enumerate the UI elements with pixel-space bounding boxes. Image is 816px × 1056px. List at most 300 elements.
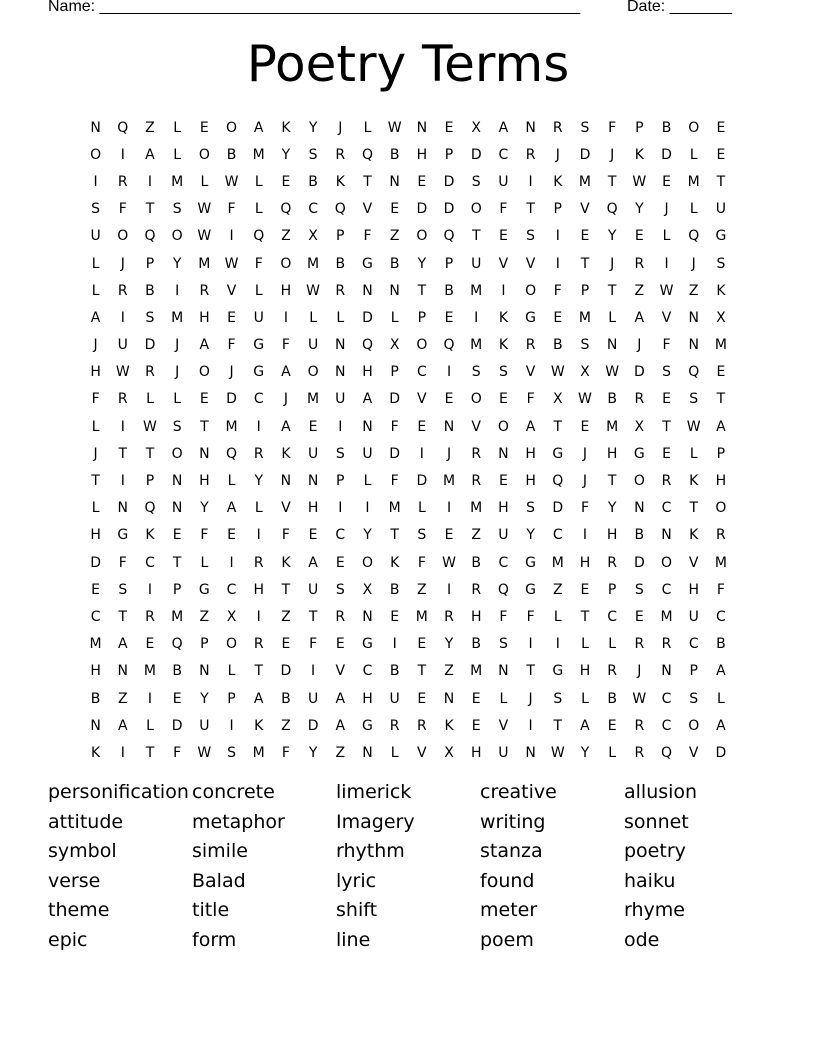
grid-letter[interactable]: N xyxy=(443,418,455,435)
grid-letter[interactable]: A xyxy=(281,364,291,381)
grid-letter[interactable]: W xyxy=(578,391,592,408)
grid-letter[interactable]: A xyxy=(253,690,264,707)
grid-letter[interactable]: F xyxy=(499,201,508,218)
grid-letter[interactable]: H xyxy=(579,663,591,680)
grid-letter[interactable]: L xyxy=(336,309,345,326)
grid-letter[interactable]: L xyxy=(608,636,617,653)
grid-letter[interactable]: T xyxy=(607,282,617,299)
grid-letter[interactable]: U xyxy=(471,255,482,272)
grid-letter[interactable]: R xyxy=(416,717,427,734)
grid-letter[interactable]: R xyxy=(661,473,672,490)
grid-letter[interactable]: G xyxy=(253,364,265,381)
grid-letter[interactable]: Z xyxy=(335,744,346,761)
grid-letter[interactable]: Y xyxy=(635,201,644,218)
grid-letter[interactable]: H xyxy=(199,309,210,326)
grid-letter[interactable]: D xyxy=(90,554,101,571)
grid-letter[interactable]: H xyxy=(199,473,210,490)
grid-letter[interactable]: R xyxy=(525,146,536,163)
grid-letter[interactable]: Z xyxy=(444,663,454,680)
grid-letter[interactable]: F xyxy=(608,119,617,136)
grid-letter[interactable]: R xyxy=(145,608,155,625)
grid-letter[interactable]: E xyxy=(227,309,236,326)
grid-letter[interactable]: C xyxy=(716,608,726,625)
grid-letter[interactable]: A xyxy=(117,636,128,653)
grid-letter[interactable]: P xyxy=(553,201,562,218)
grid-letter[interactable]: Z xyxy=(634,282,645,299)
grid-letter[interactable]: V xyxy=(362,201,373,218)
grid-letter[interactable]: R xyxy=(335,282,346,299)
grid-letter[interactable]: P xyxy=(689,663,698,680)
grid-letter[interactable]: I xyxy=(555,228,560,245)
grid-letter[interactable]: H xyxy=(688,581,699,598)
grid-letter[interactable]: I xyxy=(392,636,397,653)
grid-letter[interactable]: V xyxy=(281,500,291,517)
grid-letter[interactable]: I xyxy=(338,418,343,435)
grid-letter[interactable]: S xyxy=(526,500,536,517)
grid-letter[interactable]: W xyxy=(224,255,239,272)
grid-letter[interactable]: A xyxy=(716,663,726,680)
grid-letter[interactable]: T xyxy=(553,418,563,435)
grid-letter[interactable]: D xyxy=(552,500,564,517)
grid-letter[interactable]: I xyxy=(147,173,153,190)
grid-letter[interactable]: L xyxy=(227,663,236,680)
grid-letter[interactable]: D xyxy=(144,337,156,354)
grid-letter[interactable]: C xyxy=(552,527,563,544)
grid-letter[interactable]: O xyxy=(198,364,210,381)
grid-letter[interactable]: M xyxy=(171,309,184,326)
grid-letter[interactable]: J xyxy=(528,690,533,707)
grid-letter[interactable]: H xyxy=(470,744,482,761)
grid-letter[interactable]: X xyxy=(444,744,454,761)
grid-letter[interactable]: M xyxy=(714,554,727,571)
grid-letter[interactable]: I xyxy=(365,500,370,517)
grid-letter[interactable]: I xyxy=(582,527,588,544)
grid-letter[interactable]: F xyxy=(390,418,399,435)
grid-letter[interactable]: P xyxy=(145,473,155,490)
grid-letter[interactable]: M xyxy=(470,337,483,354)
grid-letter[interactable]: J xyxy=(637,337,642,354)
grid-letter[interactable]: N xyxy=(389,173,400,190)
grid-letter[interactable]: J xyxy=(93,337,98,354)
grid-letter[interactable]: S xyxy=(716,255,726,272)
grid-letter[interactable]: W xyxy=(306,282,321,299)
grid-letter[interactable]: Y xyxy=(526,527,535,544)
grid-letter[interactable]: E xyxy=(390,201,400,218)
grid-letter[interactable]: E xyxy=(417,690,427,707)
grid-letter[interactable]: Z xyxy=(281,228,291,245)
grid-letter[interactable]: N xyxy=(498,663,509,680)
grid-letter[interactable]: R xyxy=(716,527,726,544)
grid-letter[interactable]: J xyxy=(338,119,343,136)
grid-letter[interactable]: L xyxy=(146,717,154,734)
grid-letter[interactable]: Y xyxy=(308,744,318,761)
grid-letter[interactable]: V xyxy=(661,309,672,326)
grid-letter[interactable]: D xyxy=(171,717,183,734)
grid-letter[interactable]: K xyxy=(145,527,155,544)
grid-letter[interactable]: E xyxy=(634,608,644,625)
grid-letter[interactable]: G xyxy=(198,581,210,598)
grid-letter[interactable]: N xyxy=(307,473,319,490)
grid-letter[interactable]: W xyxy=(197,201,212,218)
grid-letter[interactable]: K xyxy=(281,445,291,462)
grid-letter[interactable]: M xyxy=(252,146,265,163)
grid-letter[interactable]: B xyxy=(552,337,563,354)
grid-letter[interactable]: Q xyxy=(497,581,509,598)
grid-letter[interactable]: E xyxy=(498,391,508,408)
grid-letter[interactable]: G xyxy=(525,554,537,571)
grid-letter[interactable]: I xyxy=(256,418,261,435)
grid-letter[interactable]: R xyxy=(117,391,128,408)
grid-letter[interactable]: M xyxy=(470,500,483,517)
grid-letter[interactable]: S xyxy=(498,364,508,381)
grid-letter[interactable]: Q xyxy=(361,146,373,163)
grid-letter[interactable]: M xyxy=(225,418,238,435)
grid-letter[interactable]: Q xyxy=(253,228,265,245)
grid-letter[interactable]: I xyxy=(311,663,316,680)
grid-letter[interactable]: U xyxy=(498,527,509,544)
grid-letter[interactable]: D xyxy=(443,173,455,190)
grid-letter[interactable]: N xyxy=(416,119,428,136)
grid-letter[interactable]: J xyxy=(283,391,288,408)
grid-letter[interactable]: Z xyxy=(389,228,400,245)
grid-letter[interactable]: V xyxy=(226,282,237,299)
grid-letter[interactable]: C xyxy=(308,201,318,218)
grid-letter[interactable]: N xyxy=(688,337,699,354)
grid-letter[interactable]: G xyxy=(362,717,373,734)
grid-letter[interactable]: C xyxy=(335,527,346,544)
grid-letter[interactable]: V xyxy=(580,201,590,218)
grid-letter[interactable]: R xyxy=(634,744,645,761)
grid-letter[interactable]: L xyxy=(254,173,263,190)
grid-letter[interactable]: D xyxy=(470,146,482,163)
grid-letter[interactable]: R xyxy=(634,391,645,408)
grid-letter[interactable]: T xyxy=(580,608,590,625)
grid-letter[interactable]: E xyxy=(308,418,318,435)
grid-letter[interactable]: H xyxy=(715,473,727,490)
grid-letter[interactable]: H xyxy=(579,554,591,571)
grid-letter[interactable]: E xyxy=(172,690,182,707)
grid-letter[interactable]: S xyxy=(118,581,128,598)
grid-letter[interactable]: R xyxy=(444,608,454,625)
grid-letter[interactable]: M xyxy=(388,500,401,517)
grid-letter[interactable]: G xyxy=(552,663,564,680)
grid-letter[interactable]: E xyxy=(417,636,427,653)
grid-letter[interactable]: V xyxy=(498,717,509,734)
grid-letter[interactable]: L xyxy=(200,173,209,190)
grid-letter[interactable]: F xyxy=(580,500,589,517)
grid-letter[interactable]: T xyxy=(689,500,698,517)
grid-letter[interactable]: E xyxy=(281,636,291,653)
grid-letter[interactable]: B xyxy=(90,690,101,707)
grid-letter[interactable]: F xyxy=(390,473,399,490)
grid-letter[interactable]: J xyxy=(555,146,560,163)
grid-letter[interactable]: K xyxy=(498,309,508,326)
grid-letter[interactable]: J xyxy=(610,255,615,272)
grid-letter[interactable]: S xyxy=(227,744,236,761)
grid-letter[interactable]: L xyxy=(254,500,263,517)
grid-letter[interactable]: L xyxy=(173,391,182,408)
grid-letter[interactable]: H xyxy=(307,500,319,517)
grid-letter[interactable]: W xyxy=(224,173,239,190)
grid-letter[interactable]: L xyxy=(254,201,263,218)
grid-letter[interactable]: K xyxy=(716,282,726,299)
grid-letter[interactable]: Z xyxy=(417,581,427,598)
grid-letter[interactable]: Y xyxy=(607,500,617,517)
grid-letter[interactable]: J xyxy=(691,255,696,272)
grid-letter[interactable]: B xyxy=(634,527,645,544)
grid-letter[interactable]: X xyxy=(362,581,373,598)
grid-letter[interactable]: N xyxy=(117,663,129,680)
grid-letter[interactable]: M xyxy=(660,608,673,625)
grid-letter[interactable]: F xyxy=(118,201,127,218)
grid-letter[interactable]: E xyxy=(335,636,345,653)
grid-letter[interactable]: Q xyxy=(226,445,238,462)
grid-letter[interactable]: H xyxy=(280,282,292,299)
grid-letter[interactable]: O xyxy=(198,146,210,163)
grid-letter[interactable]: Z xyxy=(281,608,291,625)
grid-letter[interactable]: E xyxy=(498,228,508,245)
grid-letter[interactable]: R xyxy=(525,337,536,354)
grid-letter[interactable]: E xyxy=(308,527,318,544)
grid-letter[interactable]: Z xyxy=(281,717,291,734)
grid-letter[interactable]: T xyxy=(254,663,263,680)
grid-letter[interactable]: T xyxy=(390,527,399,544)
grid-letter[interactable]: U xyxy=(90,228,101,245)
grid-letter[interactable]: R xyxy=(634,717,645,734)
grid-letter[interactable]: Q xyxy=(171,636,183,653)
grid-letter[interactable]: O xyxy=(117,228,129,245)
grid-letter[interactable]: T xyxy=(417,282,427,299)
grid-letter[interactable]: P xyxy=(336,473,345,490)
grid-letter[interactable]: T xyxy=(716,391,726,408)
grid-letter[interactable]: F xyxy=(281,527,290,544)
grid-letter[interactable]: O xyxy=(470,391,482,408)
grid-letter[interactable]: N xyxy=(280,473,292,490)
grid-letter[interactable]: U xyxy=(307,581,319,598)
grid-letter[interactable]: L xyxy=(173,146,182,163)
grid-letter[interactable]: T xyxy=(145,201,155,218)
grid-letter[interactable]: J xyxy=(120,255,125,272)
grid-letter[interactable]: L xyxy=(581,636,589,653)
grid-letter[interactable]: A xyxy=(226,500,237,517)
grid-letter[interactable]: L xyxy=(173,119,182,136)
grid-letter[interactable]: V xyxy=(417,744,427,761)
grid-letter[interactable]: V xyxy=(688,554,699,571)
grid-letter[interactable]: B xyxy=(607,690,617,707)
grid-letter[interactable]: C xyxy=(498,554,509,571)
grid-letter[interactable]: H xyxy=(362,690,373,707)
grid-letter[interactable]: P xyxy=(607,581,617,598)
grid-letter[interactable]: B xyxy=(607,391,617,408)
grid-letter[interactable]: J xyxy=(93,445,98,462)
grid-letter[interactable]: K xyxy=(689,527,699,544)
grid-letter[interactable]: M xyxy=(470,663,483,680)
grid-letter[interactable]: Y xyxy=(580,744,590,761)
grid-letter[interactable]: E xyxy=(199,119,209,136)
grid-letter[interactable]: A xyxy=(145,146,155,163)
grid-letter[interactable]: N xyxy=(171,473,183,490)
grid-letter[interactable]: G xyxy=(525,309,537,326)
grid-letter[interactable]: T xyxy=(145,445,155,462)
name-field-label[interactable]: Name: ______________________________________________________ xyxy=(48,0,581,15)
grid-letter[interactable]: N xyxy=(389,282,400,299)
grid-letter[interactable]: K xyxy=(634,146,644,163)
grid-letter[interactable]: F xyxy=(281,744,290,761)
grid-letter[interactable]: I xyxy=(147,581,153,598)
grid-letter[interactable]: B xyxy=(661,119,672,136)
grid-letter[interactable]: O xyxy=(497,418,509,435)
grid-letter[interactable]: T xyxy=(281,581,291,598)
grid-letter[interactable]: Z xyxy=(145,119,155,136)
grid-letter[interactable]: Y xyxy=(363,527,372,544)
grid-letter[interactable]: L xyxy=(417,500,426,517)
grid-letter[interactable]: R xyxy=(117,173,128,190)
grid-letter[interactable]: A xyxy=(90,309,101,326)
grid-letter[interactable]: T xyxy=(417,663,427,680)
grid-letter[interactable]: A xyxy=(253,119,264,136)
grid-letter[interactable]: X xyxy=(471,119,482,136)
grid-letter[interactable]: I xyxy=(120,744,125,761)
grid-letter[interactable]: S xyxy=(471,173,481,190)
grid-letter[interactable]: R xyxy=(661,636,672,653)
grid-letter[interactable]: U xyxy=(389,690,400,707)
grid-letter[interactable]: I xyxy=(555,255,560,272)
grid-letter[interactable]: L xyxy=(91,500,100,517)
grid-letter[interactable]: L xyxy=(363,119,372,136)
grid-letter[interactable]: R xyxy=(634,255,645,272)
grid-letter[interactable]: U xyxy=(253,309,264,326)
grid-letter[interactable]: Y xyxy=(200,500,209,517)
grid-letter[interactable]: E xyxy=(498,473,508,490)
grid-letter[interactable]: H xyxy=(90,663,101,680)
grid-letter[interactable]: L xyxy=(553,608,562,625)
grid-letter[interactable]: H xyxy=(470,608,482,625)
grid-letter[interactable]: E xyxy=(281,173,291,190)
grid-letter[interactable]: N xyxy=(661,663,672,680)
grid-letter[interactable]: D xyxy=(579,146,591,163)
grid-letter[interactable]: B xyxy=(389,663,400,680)
grid-letter[interactable]: A xyxy=(580,717,590,734)
grid-letter[interactable]: T xyxy=(607,473,617,490)
grid-letter[interactable]: I xyxy=(338,500,343,517)
grid-letter[interactable]: L xyxy=(689,201,698,218)
grid-letter[interactable]: J xyxy=(446,445,452,462)
grid-letter[interactable]: I xyxy=(664,255,669,272)
grid-letter[interactable]: P xyxy=(336,228,345,245)
grid-letter[interactable]: Q xyxy=(334,201,346,218)
grid-letter[interactable]: T xyxy=(118,445,128,462)
grid-letter[interactable]: D xyxy=(389,391,401,408)
grid-letter[interactable]: S xyxy=(335,445,345,462)
grid-letter[interactable]: I xyxy=(283,309,288,326)
grid-letter[interactable]: K xyxy=(689,473,699,490)
grid-letter[interactable]: Y xyxy=(308,119,318,136)
grid-letter[interactable]: O xyxy=(226,119,238,136)
grid-letter[interactable]: B xyxy=(281,690,291,707)
grid-letter[interactable]: W xyxy=(197,744,212,761)
grid-letter[interactable]: U xyxy=(117,337,128,354)
grid-letter[interactable]: K xyxy=(390,554,400,571)
grid-letter[interactable]: O xyxy=(525,282,537,299)
grid-letter[interactable]: I xyxy=(229,717,234,734)
grid-letter[interactable]: S xyxy=(417,527,427,544)
grid-letter[interactable]: N xyxy=(199,663,210,680)
grid-letter[interactable]: U xyxy=(688,608,699,625)
grid-letter[interactable]: I xyxy=(93,173,98,190)
grid-letter[interactable]: N xyxy=(525,119,536,136)
grid-letter[interactable]: K xyxy=(498,337,508,354)
grid-letter[interactable]: I xyxy=(446,364,452,381)
grid-letter[interactable]: A xyxy=(716,418,726,435)
grid-letter[interactable]: D xyxy=(362,309,373,326)
grid-letter[interactable]: L xyxy=(91,255,100,272)
grid-letter[interactable]: S xyxy=(689,690,699,707)
grid-letter[interactable]: U xyxy=(498,744,509,761)
grid-letter[interactable]: G xyxy=(525,581,537,598)
grid-letter[interactable]: I xyxy=(446,581,452,598)
grid-letter[interactable]: H xyxy=(525,445,536,462)
grid-letter[interactable]: P xyxy=(444,255,454,272)
grid-letter[interactable]: O xyxy=(470,201,482,218)
grid-letter[interactable]: I xyxy=(528,173,533,190)
grid-letter[interactable]: I xyxy=(175,282,180,299)
grid-letter[interactable]: G xyxy=(362,255,373,272)
grid-letter[interactable]: R xyxy=(552,119,563,136)
grid-letter[interactable]: R xyxy=(335,608,346,625)
grid-letter[interactable]: T xyxy=(200,418,209,435)
grid-letter[interactable]: A xyxy=(525,418,536,435)
grid-letter[interactable]: R xyxy=(117,282,128,299)
grid-letter[interactable]: O xyxy=(171,228,183,245)
grid-letter[interactable]: T xyxy=(363,173,372,190)
grid-letter[interactable]: L xyxy=(227,473,236,490)
grid-letter[interactable]: J xyxy=(175,337,180,354)
grid-letter[interactable]: D xyxy=(307,717,319,734)
grid-letter[interactable]: F xyxy=(227,337,236,354)
grid-letter[interactable]: C xyxy=(661,717,672,734)
grid-letter[interactable]: U xyxy=(715,201,727,218)
grid-letter[interactable]: W xyxy=(632,690,647,707)
grid-letter[interactable]: M xyxy=(470,282,483,299)
grid-letter[interactable]: C xyxy=(661,581,672,598)
grid-letter[interactable]: L xyxy=(309,309,317,326)
grid-letter[interactable]: F xyxy=(118,554,127,571)
grid-letter[interactable]: I xyxy=(446,500,452,517)
grid-letter[interactable]: P xyxy=(444,146,454,163)
grid-letter[interactable]: B xyxy=(389,255,400,272)
grid-letter[interactable]: D xyxy=(280,663,292,680)
grid-letter[interactable]: S xyxy=(172,418,182,435)
grid-letter[interactable]: N xyxy=(90,119,101,136)
grid-letter[interactable]: W xyxy=(143,418,157,435)
grid-letter[interactable]: Y xyxy=(417,255,427,272)
grid-letter[interactable]: O xyxy=(280,255,292,272)
grid-letter[interactable]: Q xyxy=(361,337,373,354)
grid-letter[interactable]: O xyxy=(416,228,428,245)
grid-letter[interactable]: Z xyxy=(117,690,128,707)
grid-letter[interactable]: Q xyxy=(661,744,673,761)
grid-letter[interactable]: P xyxy=(172,581,182,598)
grid-letter[interactable]: I xyxy=(501,282,506,299)
grid-letter[interactable]: I xyxy=(528,636,533,653)
grid-letter[interactable]: F xyxy=(173,744,182,761)
grid-letter[interactable]: K xyxy=(91,744,101,761)
grid-letter[interactable]: N xyxy=(335,337,346,354)
grid-letter[interactable]: X xyxy=(552,391,563,408)
grid-letter[interactable]: B xyxy=(335,255,346,272)
grid-letter[interactable]: Y xyxy=(172,255,182,272)
grid-letter[interactable]: U xyxy=(307,445,319,462)
